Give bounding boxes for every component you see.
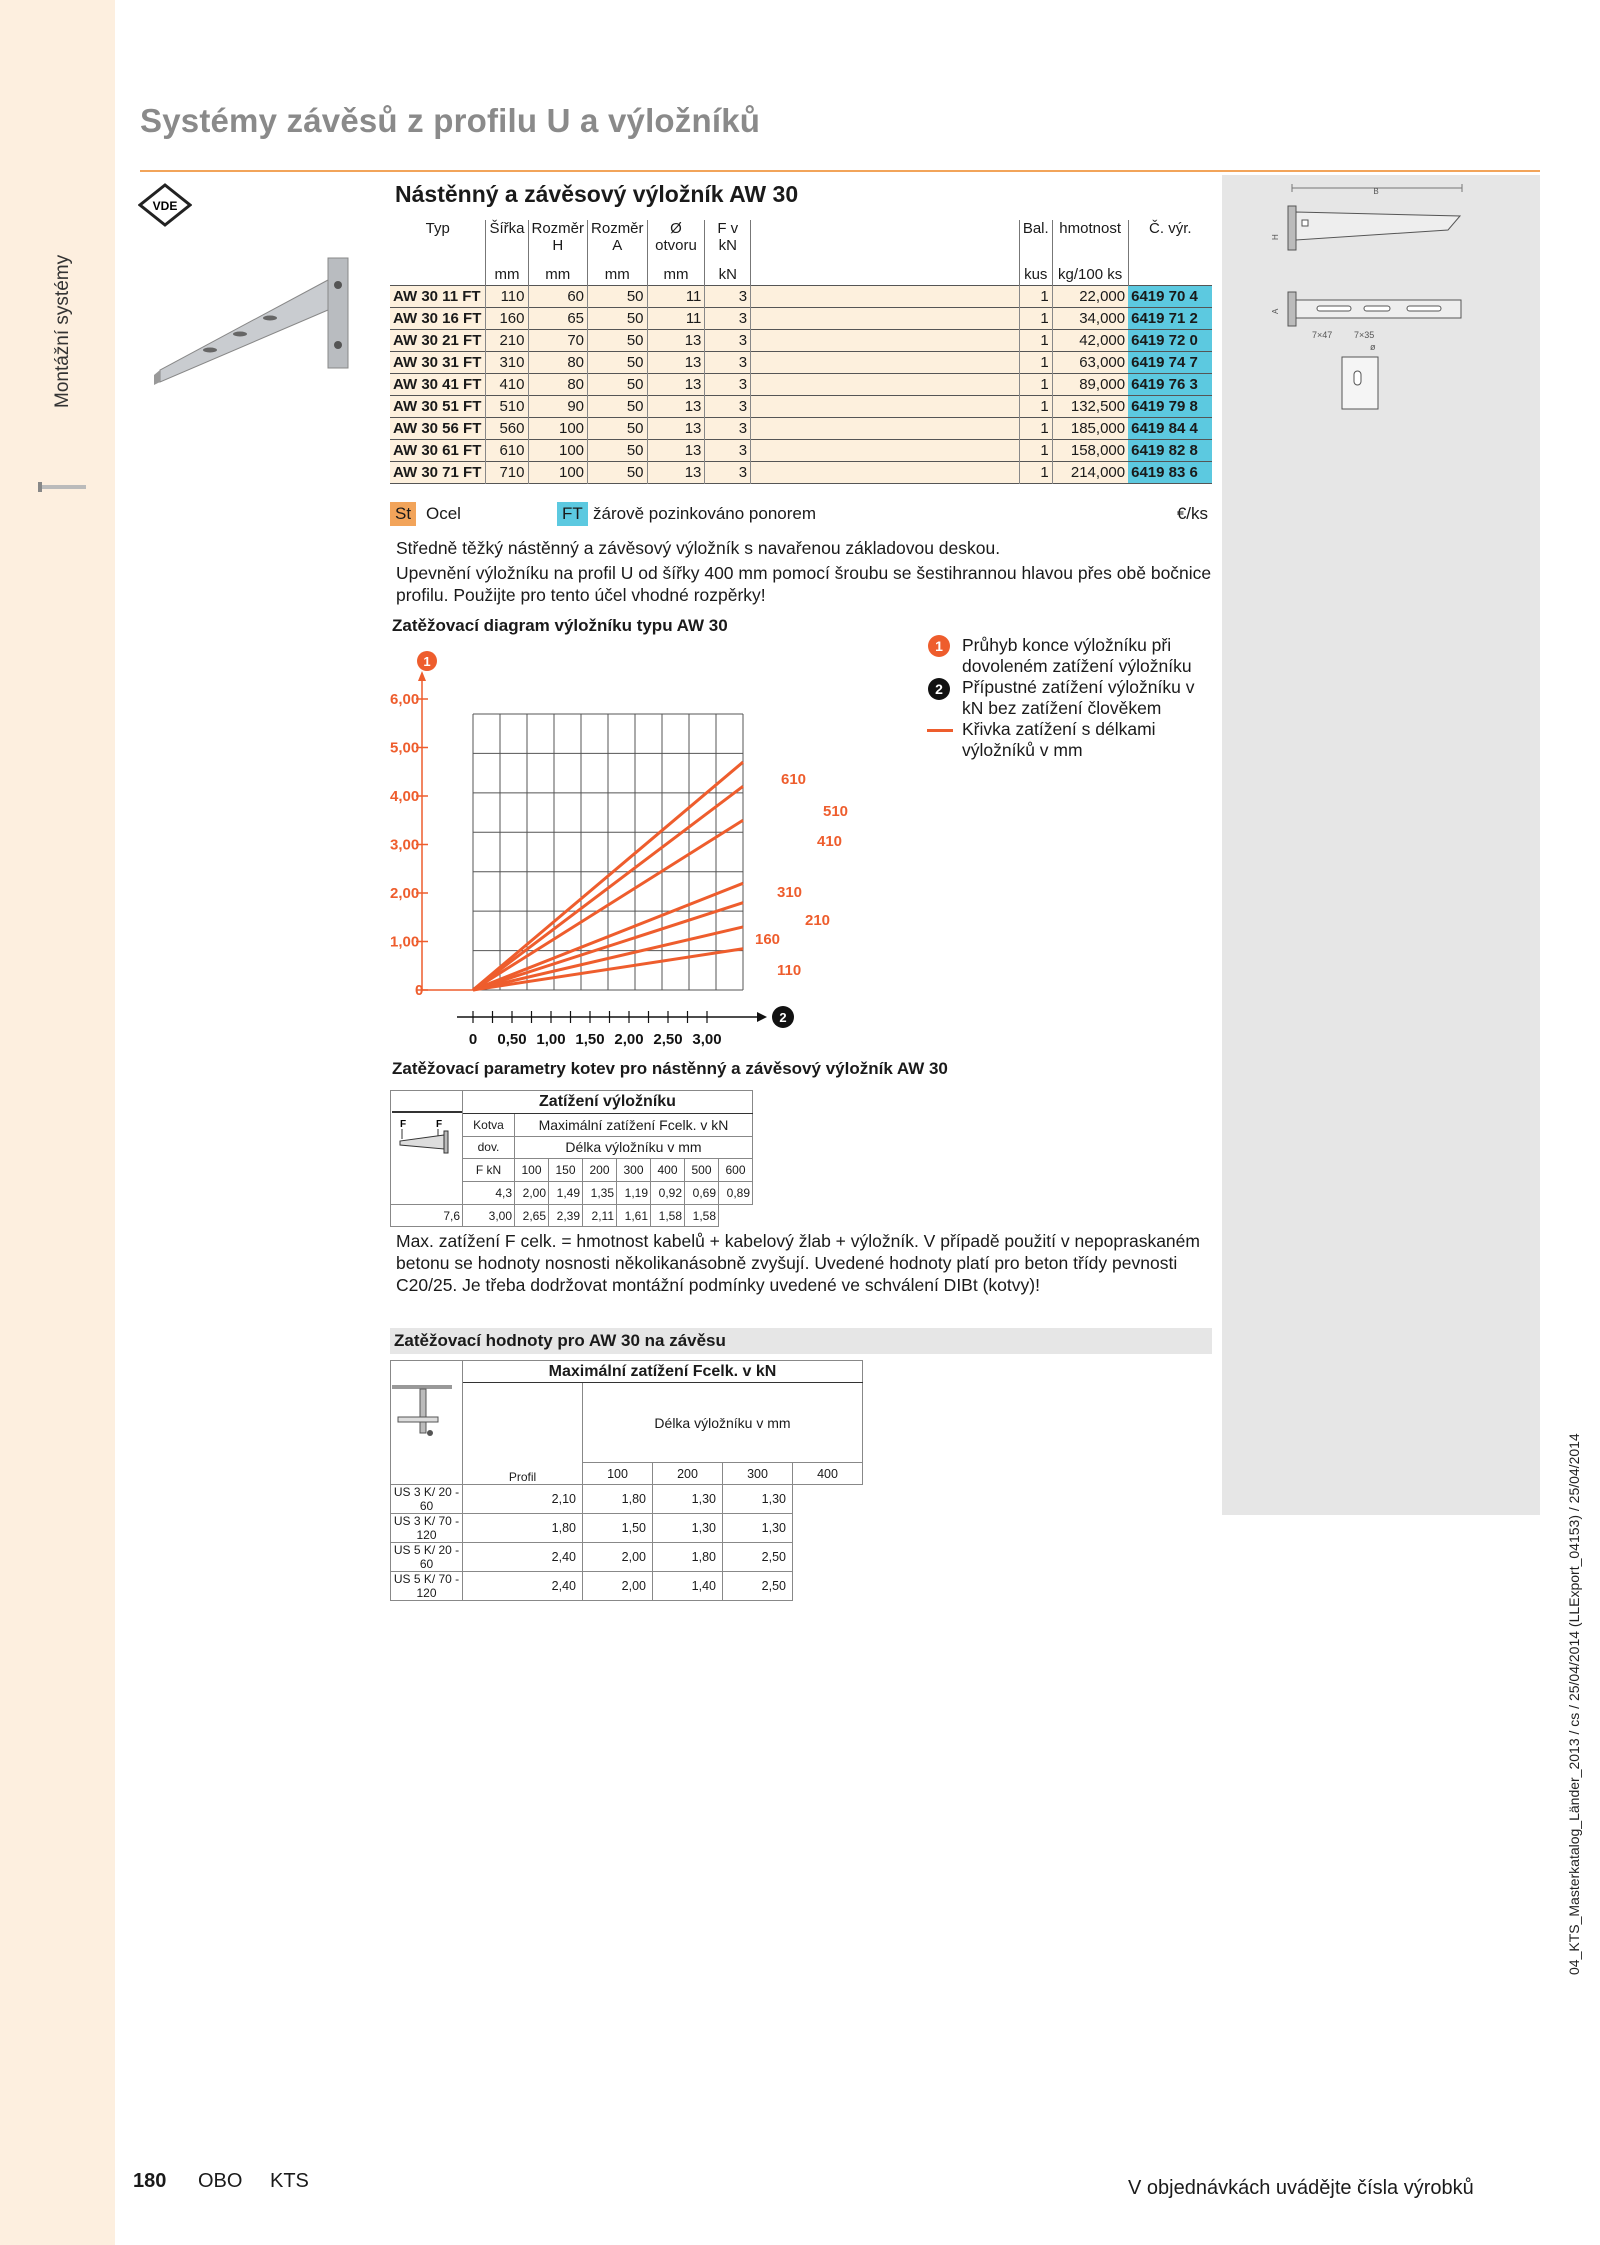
cell-cv: 6419 74 7 bbox=[1128, 352, 1212, 374]
table-row bbox=[390, 440, 1212, 462]
x-tick-label: 0,50 bbox=[497, 1031, 527, 1048]
cell-a: 50 bbox=[588, 440, 648, 462]
anchor-table bbox=[390, 1090, 753, 1227]
anchor-value: 1,58 bbox=[685, 1205, 719, 1227]
anchor-length: 600 bbox=[719, 1159, 753, 1182]
header-6 bbox=[751, 220, 1020, 264]
cell-typ: AW 30 71 FT bbox=[393, 464, 482, 481]
cell-bal: 1 bbox=[1019, 308, 1052, 330]
cell-otvor: 13 bbox=[647, 418, 705, 440]
svg-text:A: A bbox=[1271, 308, 1280, 314]
unit-4: mm bbox=[647, 264, 705, 286]
svg-text:B: B bbox=[1373, 187, 1379, 196]
header-9: Č. výr. bbox=[1128, 220, 1212, 264]
key-item-3 bbox=[922, 719, 1212, 761]
hang-value: 1,30 bbox=[653, 1514, 723, 1543]
diagram-title: Zatěžovací diagram výložníku typu AW 30 bbox=[392, 616, 728, 635]
header-7: Bal. bbox=[1019, 220, 1052, 264]
table-row bbox=[391, 1572, 863, 1601]
load-diagram bbox=[385, 645, 925, 1055]
anchor-value: 2,39 bbox=[549, 1205, 583, 1227]
hang-value: 1,30 bbox=[723, 1485, 793, 1514]
unit-9 bbox=[1128, 264, 1212, 286]
cell-f: 3 bbox=[705, 462, 751, 484]
cell-hm: 34,000 bbox=[1052, 308, 1128, 330]
spacer-cell bbox=[751, 308, 1020, 330]
catalog-reference: 04_KTS_Masterkatalog_Länder_2013 / cs / 25/04/2014 (LLExport_04153) / 25/04/2014 bbox=[1566, 1433, 1582, 1975]
cell-sirka: 710 bbox=[486, 462, 528, 484]
anchor-value: 0,89 bbox=[719, 1182, 753, 1205]
cell-f: 3 bbox=[705, 396, 751, 418]
hang-table bbox=[390, 1360, 863, 1601]
table-row bbox=[390, 286, 1212, 308]
cell-typ: AW 30 61 FT bbox=[393, 442, 482, 459]
badge-2-label: 2 bbox=[779, 1010, 787, 1025]
cell-typ: AW 30 21 FT bbox=[393, 332, 482, 349]
spacer-cell bbox=[751, 286, 1020, 308]
table-row bbox=[391, 1205, 753, 1227]
diagram-key bbox=[922, 635, 1212, 761]
spacer-cell bbox=[751, 374, 1020, 396]
cell-bal: 1 bbox=[1019, 352, 1052, 374]
unit-3: mm bbox=[588, 264, 648, 286]
y-tick-label: 6,00 bbox=[390, 691, 420, 708]
hang-value: 2,40 bbox=[463, 1543, 583, 1572]
hang-value: 1,80 bbox=[583, 1485, 653, 1514]
series-label-310: 310 bbox=[777, 884, 803, 901]
y-tick-label: 2,00 bbox=[390, 885, 420, 902]
cell-h: 60 bbox=[528, 286, 588, 308]
hang-value: 2,00 bbox=[583, 1543, 653, 1572]
anchor-value: 1,61 bbox=[617, 1205, 651, 1227]
cell-a: 50 bbox=[588, 330, 648, 352]
spacer-cell bbox=[751, 462, 1020, 484]
table-row bbox=[390, 396, 1212, 418]
cell-h: 80 bbox=[528, 352, 588, 374]
unit-8: kg/100 ks bbox=[1052, 264, 1128, 286]
anchor-value: 0,92 bbox=[651, 1182, 685, 1205]
curve-line-icon bbox=[927, 729, 953, 732]
technical-drawing bbox=[1252, 182, 1512, 432]
cell-sirka: 610 bbox=[486, 440, 528, 462]
cell-bal: 1 bbox=[1019, 374, 1052, 396]
cell-f: 3 bbox=[705, 440, 751, 462]
cell-hm: 158,000 bbox=[1052, 440, 1128, 462]
anchor-value: 3,00 bbox=[463, 1205, 515, 1227]
kotva-label: Kotva bbox=[463, 1113, 515, 1136]
spacer-cell bbox=[751, 396, 1020, 418]
svg-text:7×35: 7×35 bbox=[1354, 330, 1375, 340]
bracket-thumbnail-icon bbox=[38, 482, 86, 492]
hang-profil: US 5 K/ 20 - 60 bbox=[391, 1543, 463, 1572]
page-title: Systémy závěsů z profilu U a výložníků bbox=[140, 102, 761, 139]
description-2: Upevnění výložníku na profil U od šířky 400 mm pomocí šroubu se šestihrannou hlavou přes obě bočnice profilu. Použijte pro tento účel vhodné rozpěrky! bbox=[396, 563, 1212, 605]
cell-typ: AW 30 41 FT bbox=[393, 376, 482, 393]
svg-text:F: F bbox=[435, 1119, 442, 1130]
anchor-length: 300 bbox=[617, 1159, 651, 1182]
max-label: Maximální zatížení Fcelk. v kN bbox=[515, 1113, 753, 1136]
vde-logo bbox=[138, 183, 192, 227]
cell-otvor: 13 bbox=[647, 396, 705, 418]
x-axis-arrow bbox=[757, 1012, 767, 1022]
cell-f: 3 bbox=[705, 286, 751, 308]
spacer-cell bbox=[751, 418, 1020, 440]
anchor-force: 4,3 bbox=[463, 1182, 515, 1205]
anchor-value: 1,58 bbox=[651, 1205, 685, 1227]
table-row bbox=[390, 418, 1212, 440]
unit-0 bbox=[390, 264, 486, 286]
hang-title-bar bbox=[390, 1328, 1212, 1354]
cell-f: 3 bbox=[705, 352, 751, 374]
table-row bbox=[390, 352, 1212, 374]
hang-value: 1,80 bbox=[653, 1543, 723, 1572]
cell-cv: 6419 83 6 bbox=[1128, 462, 1212, 484]
product-photo bbox=[150, 250, 365, 400]
anchor-bracket-icon bbox=[392, 1091, 462, 1201]
anchor-length: 150 bbox=[549, 1159, 583, 1182]
cell-hm: 89,000 bbox=[1052, 374, 1128, 396]
sidebar bbox=[0, 0, 115, 2245]
spacer-cell bbox=[751, 440, 1020, 462]
svg-text:H: H bbox=[1271, 234, 1280, 240]
series-label-160: 160 bbox=[755, 931, 781, 948]
hang-length: 300 bbox=[723, 1463, 793, 1485]
anchor-length: 400 bbox=[651, 1159, 685, 1182]
product-table bbox=[390, 220, 1212, 484]
note: Max. zatížení F celk. = hmotnost kabelů + kabelový žlab + výložník. V případě použití v nepopraskaném betonu se hodnoty nosnosti několikanásobně zvyšují. Uvedené hodnoty platí pro beton třídy pevnosti C20/25. Je třeba dodržovat montážní podmínky uvedené ve schválení DIBt (kotvy)! bbox=[396, 1231, 1200, 1295]
cell-hm: 185,000 bbox=[1052, 418, 1128, 440]
cell-otvor: 11 bbox=[647, 308, 705, 330]
profil-label: Profil bbox=[463, 1383, 583, 1485]
header-3: Rozměr A bbox=[588, 220, 648, 264]
x-tick-label: 3,00 bbox=[692, 1031, 722, 1048]
svg-text:ø: ø bbox=[1370, 342, 1376, 352]
cell-a: 50 bbox=[588, 352, 648, 374]
cell-a: 50 bbox=[588, 374, 648, 396]
ft-text: žárově pozinkováno ponorem bbox=[593, 504, 817, 523]
cell-sirka: 160 bbox=[486, 308, 528, 330]
sidebar-label: Montážní systémy bbox=[52, 254, 73, 408]
anchor-length: 200 bbox=[583, 1159, 617, 1182]
title-rule bbox=[140, 170, 1540, 172]
header-1: Šířka bbox=[486, 220, 528, 264]
hang-value: 2,10 bbox=[463, 1485, 583, 1514]
svg-text:VDE: VDE bbox=[152, 199, 178, 213]
cell-h: 100 bbox=[528, 462, 588, 484]
anchor-diagram bbox=[391, 1091, 463, 1205]
key-item-2 bbox=[922, 677, 1212, 719]
cell-cv: 6419 71 2 bbox=[1128, 308, 1212, 330]
footer-section: KTS bbox=[270, 2170, 309, 2192]
anchor-title: Zatěžovací parametry kotev pro nástěnný a závěsový výložník AW 30 bbox=[392, 1059, 948, 1078]
section-title: Nástěnný a závěsový výložník AW 30 bbox=[395, 181, 799, 207]
cell-typ: AW 30 11 FT bbox=[393, 288, 481, 305]
hang-value: 2,00 bbox=[583, 1572, 653, 1601]
cell-typ: AW 30 16 FT bbox=[393, 310, 482, 327]
anchor-length: 500 bbox=[685, 1159, 719, 1182]
badge-1-label: 1 bbox=[423, 654, 431, 669]
cell-a: 50 bbox=[588, 308, 648, 330]
fkn-label: F kN bbox=[463, 1159, 515, 1182]
table-row bbox=[390, 308, 1212, 330]
cell-hm: 63,000 bbox=[1052, 352, 1128, 374]
cell-typ: AW 30 51 FT bbox=[393, 398, 482, 415]
cell-hm: 214,000 bbox=[1052, 462, 1128, 484]
cell-sirka: 560 bbox=[486, 418, 528, 440]
unit-5: kN bbox=[705, 264, 751, 286]
cell-bal: 1 bbox=[1019, 396, 1052, 418]
hang-diagram bbox=[391, 1361, 463, 1485]
cell-sirka: 210 bbox=[486, 330, 528, 352]
cell-h: 80 bbox=[528, 374, 588, 396]
cell-otvor: 13 bbox=[647, 330, 705, 352]
table-row bbox=[390, 330, 1212, 352]
cell-otvor: 13 bbox=[647, 352, 705, 374]
page-number: 180 bbox=[133, 2170, 167, 2192]
cell-sirka: 510 bbox=[486, 396, 528, 418]
anchor-caption: Zatížení výložníku bbox=[463, 1091, 753, 1114]
cell-bal: 1 bbox=[1019, 440, 1052, 462]
hang-value: 1,50 bbox=[583, 1514, 653, 1543]
dov-label: dov. bbox=[463, 1136, 515, 1159]
hang-value: 1,30 bbox=[653, 1485, 723, 1514]
hang-length: 100 bbox=[583, 1463, 653, 1485]
table-row bbox=[391, 1514, 863, 1543]
cell-h: 90 bbox=[528, 396, 588, 418]
badge-2-icon: 2 bbox=[928, 678, 950, 700]
cell-a: 50 bbox=[588, 396, 648, 418]
hang-value: 1,80 bbox=[463, 1514, 583, 1543]
table-row bbox=[390, 374, 1212, 396]
hang-length: 400 bbox=[793, 1463, 863, 1485]
anchor-length: 100 bbox=[515, 1159, 549, 1182]
footer-note: V objednávkách uvádějte čísla výrobků bbox=[1128, 2177, 1474, 2199]
spacer-cell bbox=[751, 330, 1020, 352]
hang-profil: US 3 K/ 20 - 60 bbox=[391, 1485, 463, 1514]
cell-f: 3 bbox=[705, 308, 751, 330]
table-row bbox=[391, 1543, 863, 1572]
cell-f: 3 bbox=[705, 418, 751, 440]
header-5: F v kN bbox=[705, 220, 751, 264]
svg-text:F: F bbox=[399, 1119, 406, 1130]
hanger-icon bbox=[392, 1361, 462, 1481]
cell-otvor: 13 bbox=[647, 440, 705, 462]
cell-a: 50 bbox=[588, 462, 648, 484]
header-2: Rozměr H bbox=[528, 220, 588, 264]
header-4: Ø otvoru bbox=[647, 220, 705, 264]
hang-caption: Maximální zatížení Fcelk. v kN bbox=[463, 1361, 863, 1383]
svg-text:7×47: 7×47 bbox=[1312, 330, 1333, 340]
series-label-510: 510 bbox=[823, 803, 849, 820]
cell-cv: 6419 76 3 bbox=[1128, 374, 1212, 396]
cell-otvor: 13 bbox=[647, 374, 705, 396]
anchor-value: 1,35 bbox=[583, 1182, 617, 1205]
cell-hm: 132,500 bbox=[1052, 396, 1128, 418]
st-chip: St bbox=[390, 502, 416, 526]
spacer-cell bbox=[751, 352, 1020, 374]
y-tick-label: 4,00 bbox=[390, 788, 420, 805]
anchor-value: 2,11 bbox=[583, 1205, 617, 1227]
series-label-210: 210 bbox=[805, 912, 831, 929]
delka-label: Délka výložníku v mm bbox=[515, 1136, 753, 1159]
cell-bal: 1 bbox=[1019, 330, 1052, 352]
cell-hm: 22,000 bbox=[1052, 286, 1128, 308]
hang-profil: US 3 K/ 70 - 120 bbox=[391, 1514, 463, 1543]
footer-brand: OBO bbox=[198, 2170, 243, 2192]
cell-sirka: 410 bbox=[486, 374, 528, 396]
st-text: Ocel bbox=[426, 504, 461, 523]
cell-bal: 1 bbox=[1019, 286, 1052, 308]
cell-f: 3 bbox=[705, 330, 751, 352]
anchor-value: 1,49 bbox=[549, 1182, 583, 1205]
cell-cv: 6419 82 8 bbox=[1128, 440, 1212, 462]
cell-h: 100 bbox=[528, 418, 588, 440]
cell-typ: AW 30 31 FT bbox=[393, 354, 482, 371]
hang-length: 200 bbox=[653, 1463, 723, 1485]
cell-typ: AW 30 56 FT bbox=[393, 420, 482, 437]
key-text-1: Průhyb konce výložníku při dovoleném zatížení výložníku bbox=[962, 635, 1192, 676]
hang-value: 2,40 bbox=[463, 1572, 583, 1601]
y-tick-label: 1,00 bbox=[390, 933, 420, 951]
unit-2: mm bbox=[528, 264, 588, 286]
x-tick-label: 2,00 bbox=[614, 1031, 644, 1048]
key-text-3: Křivka zatížení s délkami výložníků v mm bbox=[962, 719, 1156, 760]
unit-6 bbox=[751, 264, 1020, 286]
hang-value: 2,50 bbox=[723, 1543, 793, 1572]
cell-bal: 1 bbox=[1019, 462, 1052, 484]
hang-value: 1,30 bbox=[723, 1514, 793, 1543]
anchor-value: 2,65 bbox=[515, 1205, 549, 1227]
y-tick-label: 5,00 bbox=[390, 739, 420, 757]
header-0: Typ bbox=[425, 220, 450, 237]
cell-h: 65 bbox=[528, 308, 588, 330]
ft-chip: FT bbox=[557, 502, 588, 526]
cell-bal: 1 bbox=[1019, 418, 1052, 440]
cell-h: 70 bbox=[528, 330, 588, 352]
cell-f: 3 bbox=[705, 374, 751, 396]
anchor-value: 1,19 bbox=[617, 1182, 651, 1205]
hang-profil: US 5 K/ 70 - 120 bbox=[391, 1572, 463, 1601]
series-label-610: 610 bbox=[781, 771, 807, 788]
description-1: Středně těžký nástěnný a závěsový výložník s navařenou základovou deskou. bbox=[396, 538, 1001, 558]
hang-value: 1,40 bbox=[653, 1572, 723, 1601]
cell-otvor: 13 bbox=[647, 462, 705, 484]
anchor-force: 7,6 bbox=[391, 1205, 463, 1227]
x-tick-label: 0 bbox=[468, 1031, 478, 1048]
hang-value: 2,50 bbox=[723, 1572, 793, 1601]
hang-delka-label: Délka výložníku v mm bbox=[583, 1383, 863, 1463]
x-tick-label: 1,50 bbox=[575, 1031, 605, 1048]
key-text-2: Přípustné zatížení výložníku v kN bez zatížení člověkem bbox=[962, 677, 1195, 718]
material-legend bbox=[390, 502, 1212, 526]
key-item-1 bbox=[922, 635, 1212, 677]
header-8: hmotnost bbox=[1052, 220, 1128, 264]
cell-hm: 42,000 bbox=[1052, 330, 1128, 352]
cell-a: 50 bbox=[588, 418, 648, 440]
table-row bbox=[390, 462, 1212, 484]
y-tick-label: 0 bbox=[415, 982, 424, 999]
y-tick-label: 3,00 bbox=[390, 836, 420, 854]
y-axis-arrow bbox=[418, 671, 426, 681]
cell-otvor: 11 bbox=[647, 286, 705, 308]
unit-1: mm bbox=[486, 264, 528, 286]
cell-cv: 6419 79 8 bbox=[1128, 396, 1212, 418]
hang-title: Zatěžovací hodnoty pro AW 30 na závěsu bbox=[394, 1331, 726, 1350]
cell-h: 100 bbox=[528, 440, 588, 462]
badge-1-icon: 1 bbox=[928, 635, 950, 657]
series-label-110: 110 bbox=[777, 962, 802, 979]
cell-cv: 6419 72 0 bbox=[1128, 330, 1212, 352]
unit-7: kus bbox=[1019, 264, 1052, 286]
table-row bbox=[391, 1485, 863, 1514]
x-tick-label: 1,00 bbox=[536, 1031, 566, 1048]
cell-a: 50 bbox=[588, 286, 648, 308]
anchor-value: 0,69 bbox=[685, 1182, 719, 1205]
cell-cv: 6419 84 4 bbox=[1128, 418, 1212, 440]
cell-sirka: 110 bbox=[486, 286, 528, 308]
cell-cv: 6419 70 4 bbox=[1128, 286, 1212, 308]
x-tick-label: 2,50 bbox=[653, 1031, 683, 1048]
cell-sirka: 310 bbox=[486, 352, 528, 374]
series-label-410: 410 bbox=[817, 833, 843, 850]
anchor-value: 2,00 bbox=[515, 1182, 549, 1205]
price-unit: €/ks bbox=[1176, 504, 1208, 523]
